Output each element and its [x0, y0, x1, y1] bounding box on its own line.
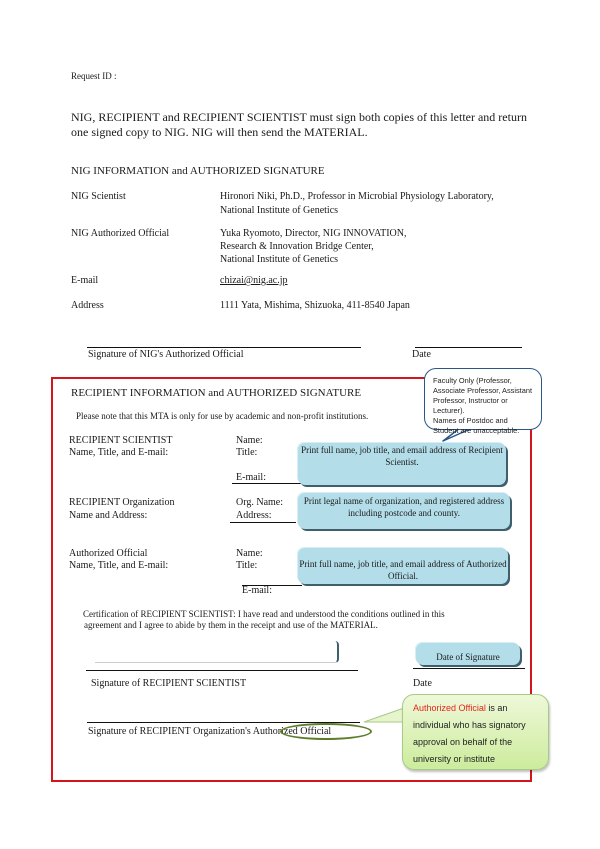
official-email-field[interactable]: E-mail: [242, 585, 272, 596]
nig-official-value-1: Yuka Ryomoto, Director, NIG INNOVATION, [220, 228, 407, 239]
nig-scientist-label: NIG Scientist [71, 191, 126, 202]
nig-official-value-2: Research & Innovation Bridge Center, [220, 241, 374, 252]
faculty-note-line-2: Names of Postdoc and Student are unacceptable. [433, 416, 520, 435]
scientist-signature-label: Signature of RECIPIENT SCIENTIST [91, 678, 247, 689]
scientist-name-field[interactable]: Name: [236, 435, 263, 446]
scientist-email-field[interactable]: E-mail: [236, 472, 266, 483]
org-hint-box: Print legal name of organization, and registered address including postcode and county. [298, 493, 510, 529]
official-label-1: Authorized Official [69, 548, 148, 559]
recipient-org-label-2: Name and Address: [69, 510, 148, 521]
intro-line-1: NIG, RECIPIENT and RECIPIENT SCIENTIST must sign both copies of this letter and return [71, 110, 527, 124]
certification-line-1: Certification of RECIPIENT SCIENTIST: I have read and understood the conditions outlined in this [83, 609, 445, 619]
scientist-title-field[interactable]: Title: [236, 447, 258, 458]
recipient-scientist-label-2: Name, Title, and E-mail: [69, 447, 169, 458]
nig-scientist-value-1: Hironori Niki, Ph.D., Professor in Microbial Physiology Laboratory, [220, 191, 494, 202]
official-callout-tail [364, 708, 404, 722]
faculty-note-line-1: Faculty Only (Professor, Associate Professor, Assistant Professor, Instructor or Lecturer). [433, 376, 532, 415]
certification-line-2: agreement and I agree to abide by them in the receipt and use of the MATERIAL. [84, 620, 378, 630]
nig-date-label: Date [412, 349, 431, 360]
nig-official-label: NIG Authorized Official [71, 228, 170, 239]
recipient-note: Please note that this MTA is only for use by academic and non-profit institutions. [76, 411, 369, 421]
scientist-hint-box: Print full name, job title, and email address of Recipient Scientist. [298, 443, 506, 485]
nig-address-value: 1111 Yata, Mishima, Shizuoka, 411-8540 Japan [220, 300, 410, 311]
recipient-section-heading: RECIPIENT INFORMATION and AUTHORIZED SIGNATURE [71, 387, 362, 399]
request-id-label: Request ID : [71, 71, 117, 81]
scientist-date-label: Date [413, 678, 432, 689]
authorized-official-definition-callout [402, 694, 549, 770]
official-label-2: Name, Title, and E-mail: [69, 560, 169, 571]
official-title-field[interactable]: Title: [236, 560, 258, 571]
faculty-only-callout [424, 368, 542, 435]
date-hint-box: Date of Signature [416, 643, 520, 665]
org-signature-label-prefix: Signature of RECIPIENT Organization's [88, 726, 251, 737]
recipient-scientist-label-1: RECIPIENT SCIENTIST [69, 435, 173, 446]
org-address-field[interactable]: Address: [236, 510, 272, 521]
recipient-org-label-1: RECIPIENT Organization [69, 497, 175, 508]
official-hint-box: Print full name, job title, and email address of Authorized Official. [298, 548, 508, 584]
nig-email-label: E-mail [71, 275, 99, 286]
org-signature-label-highlight: Authorized Official [252, 726, 332, 737]
nig-signature-label: Signature of NIG's Authorized Official [88, 349, 244, 360]
official-def-rest: is an individual who has signatory approval on behalf of the university or institute [413, 703, 526, 764]
nig-section-heading: NIG INFORMATION and AUTHORIZED SIGNATURE [71, 165, 325, 177]
nig-scientist-value-2: National Institute of Genetics [220, 205, 339, 216]
official-name-field[interactable]: Name: [236, 548, 263, 559]
nig-email-link[interactable]: chizai@nig.ac.jp [220, 275, 288, 286]
nig-address-label: Address [71, 300, 104, 311]
official-def-highlight: Authorized Official [413, 703, 486, 713]
org-name-field[interactable]: Org. Name: [236, 497, 284, 508]
nig-official-value-3: National Institute of Genetics [220, 254, 339, 265]
intro-line-2: one signed copy to NIG. NIG will then send the MATERIAL. [71, 125, 368, 139]
